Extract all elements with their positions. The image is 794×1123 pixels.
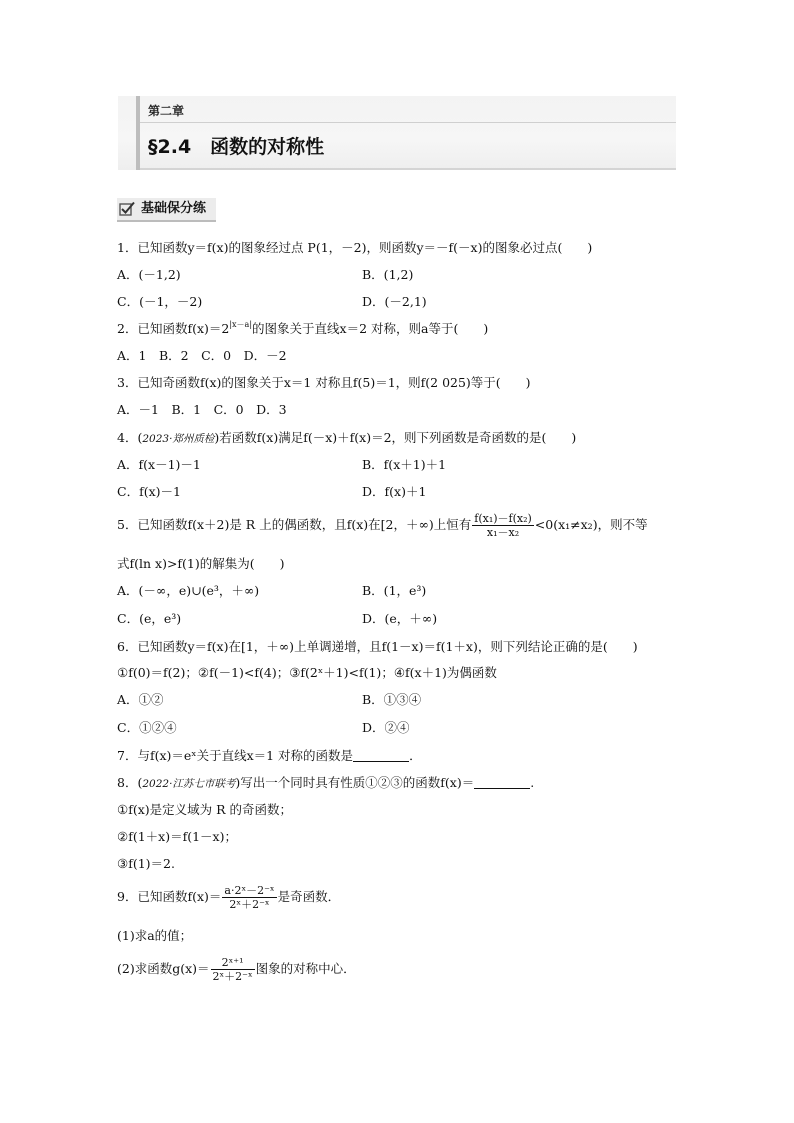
q7-stem: [117, 748, 422, 764]
q3-options: A．－1 B．1 C．0 D．3: [117, 402, 287, 417]
q5-option-d: D．(e，＋∞): [362, 611, 438, 626]
q6-option-d: D．②④: [362, 720, 410, 735]
q8-condition-2: ②f(1＋x)＝f(1－x)；: [117, 829, 237, 844]
section-title: §2.4 函数的对称性: [148, 136, 325, 158]
q9-stem: [117, 884, 340, 911]
q5-stem: [117, 512, 648, 539]
q9-part-1: (1)求a的值；: [117, 928, 193, 943]
q9-fraction-num: a·2ˣ－2⁻ˣ: [224, 884, 275, 897]
q5-stem-post: <0(x₁≠x₂)，则不等: [534, 517, 648, 532]
q4-option-d: D．f(x)＋1: [362, 484, 427, 499]
q9-part-2: [117, 956, 356, 983]
q1-option-b: B．(1,2): [362, 267, 414, 282]
q9-stem-post: 是奇函数．: [277, 889, 341, 904]
header-divider: [140, 122, 676, 123]
q5-fraction: [472, 512, 534, 539]
q5-option-b: B．(1，e³): [362, 583, 427, 598]
q8-stem: [117, 775, 534, 792]
q5-option-a: A．(－∞，e)∪(e³，＋∞): [117, 583, 260, 598]
q6-stem: 6．已知函数y＝f(x)在[1，＋∞)上单调递增，且f(1－x)＝f(1＋x)，则下列结论正确的是( ): [117, 639, 638, 654]
q8-stem-end: .: [530, 775, 535, 790]
q9-stem-pre: 9．已知函数f(x)＝: [117, 889, 222, 904]
q9-fraction-den: 2ˣ＋2⁻ˣ: [222, 897, 276, 911]
q7-stem-post: ．: [409, 748, 422, 763]
section-label: [117, 198, 216, 222]
q3-stem: 3．已知奇函数f(x)的图象关于x＝1 对称且f(5)＝1，则f(2 025)等于( ): [117, 375, 531, 390]
checkbox-check-icon: [119, 201, 135, 216]
q1-option-d: D．(－2,1): [362, 294, 427, 309]
q9-part-2-pre: (2)求函数g(x)＝: [117, 961, 210, 976]
chapter-header: [118, 96, 676, 170]
q4-stem-post: )若函数f(x)满足f(－x)＋f(x)＝2，则下列函数是奇函数的是( ): [214, 430, 577, 445]
q2-stem-pre: 2．已知函数f(x)＝2: [117, 321, 230, 336]
q4-option-b: B．f(x＋1)＋1: [362, 457, 447, 472]
q8-condition-3: ③f(1)＝2.: [117, 856, 175, 871]
q7-stem-pre: 7．与f(x)＝eˣ关于直线x＝1 对称的函数是: [117, 748, 354, 763]
q6-conditions: ①f(0)＝f(2)；②f(－1)<f(4)；③f(2ˣ＋1)<f(1)；④f(x＋1)为偶函数: [117, 665, 497, 680]
q9-part-2-post: 图象的对称中心．: [255, 961, 356, 976]
q1-option-c: C．(－1，－2): [117, 294, 203, 309]
q9-fraction: [222, 884, 276, 911]
q8-stem-pre: 8．(: [117, 775, 143, 790]
q9-part-2-num: 2ˣ⁺¹: [221, 956, 244, 969]
section-label-text: 基础保分练: [141, 201, 207, 216]
header-accent-bar: [136, 96, 140, 170]
q9-part-2-fraction: [211, 956, 255, 983]
q8-answer-blank: [474, 776, 530, 789]
q4-stem: [117, 430, 576, 447]
q2-stem-post: 的图象关于直线x＝2 对称，则a等于( ): [252, 321, 489, 336]
q1-stem: 1．已知函数y＝f(x)的图象经过点 P(1，－2)，则函数y＝－f(－x)的图象必过点( ): [117, 240, 593, 255]
q4-option-a: A．f(x－1)－1: [117, 457, 201, 472]
q6-option-a: A．①②: [117, 692, 164, 707]
q1-option-a: A．(－1,2): [117, 267, 181, 282]
q5-stem-line2: 式f(ln x)>f(1)的解集为( ): [117, 556, 285, 571]
q2-stem: [117, 321, 488, 337]
q4-option-c: C．f(x)－1: [117, 484, 181, 499]
q4-stem-pre: 4．(: [117, 430, 143, 445]
q8-source: 2022·江苏七市联考: [142, 778, 236, 790]
q4-source: 2023·郑州质检: [142, 433, 215, 445]
header-underline: [140, 168, 676, 170]
q5-fraction-den: x₁－x₂: [472, 525, 534, 539]
q7-answer-blank: [353, 749, 409, 762]
q9-part-2-den: 2ˣ＋2⁻ˣ: [212, 970, 253, 983]
q6-option-b: B．①③④: [362, 692, 422, 707]
q8-stem-post: )写出一个同时具有性质①②③的函数f(x)＝: [235, 775, 475, 790]
q5-stem-pre: 5．已知函数f(x＋2)是 R 上的偶函数，且f(x)在[2，＋∞)上恒有: [117, 517, 472, 532]
q5-option-c: C．(e，e³): [117, 611, 182, 626]
chapter-label: 第二章: [148, 104, 185, 118]
q2-options: A．1 B．2 C．0 D．－2: [117, 348, 287, 363]
q2-exponent: |x－a|: [229, 320, 253, 329]
q5-fraction-num: f(x₁)－f(x₂): [474, 512, 532, 525]
q8-condition-1: ①f(x)是定义域为 R 的奇函数；: [117, 802, 292, 817]
q6-option-c: C．①②④: [117, 720, 177, 735]
